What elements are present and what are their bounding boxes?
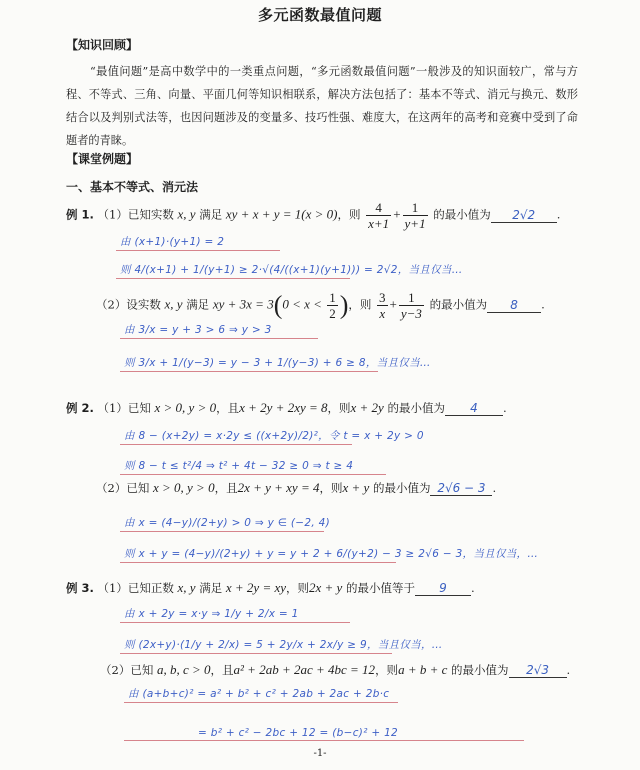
answer-blank[interactable]: 9	[415, 581, 471, 596]
answer-blank[interactable]: 8	[487, 298, 541, 313]
question-text: 满足	[199, 581, 223, 595]
part-number: （2）	[100, 663, 131, 677]
question-text: 满足	[199, 207, 223, 222]
question-text: ，则	[286, 581, 309, 595]
question-text: ，则	[375, 663, 399, 677]
part-number: （1）	[97, 581, 128, 595]
review-paragraph-text: “最值问题”是高中数学中的一类重点问题，“多元函数最值问题”一般涉及的知识面较广，常与方程、不等式、三角、向量、平面几何等知识相联系，解决方法包括了：基本不等式、消元与换元、数形结合以及判别式法等，也因问题涉及的变量多、技巧性强、难度大，在这两年的高考和竞赛中受到了命题者的青睐。	[66, 65, 578, 147]
part-number: （2）	[96, 297, 127, 312]
work-line: 则 3/x + 1/(y−3) = y − 3 + 1/(y−3) + 6 ≥ 8，当且仅当…	[120, 355, 378, 372]
math-condition: x > 0, y > 0	[152, 480, 215, 495]
denominator: y+1	[404, 216, 426, 231]
numerator: 3	[379, 290, 386, 305]
question-text: 已知	[127, 401, 151, 415]
work-line: 则 x + y = (4−y)/(2+y) + y = y + 2 + 6/(y+2) − 3 ≥ 2√6 − 3，当且仅当，…	[120, 546, 396, 563]
question-text: 设实数	[126, 297, 161, 312]
fraction	[327, 290, 338, 321]
work-line: 由 (a+b+c)² = a² + b² + c² + 2ab + 2ac + 2b·c	[124, 686, 398, 703]
question-text: 已知实数	[127, 207, 174, 222]
examples-heading: 【课堂例题】	[66, 152, 139, 166]
answer-blank[interactable]: 4	[445, 401, 503, 416]
math-condition: xy + x + y = 1(x > 0)	[225, 206, 338, 222]
denominator: x	[379, 306, 386, 321]
numerator: 1	[399, 290, 424, 306]
math-equation: 2x + y + xy = 4	[237, 480, 320, 495]
example-label: 例 3.	[66, 581, 94, 595]
question-text: ，且	[216, 401, 240, 415]
example-1-part-1: 例 1. （1）已知实数 x, y 满足 xy + x + y = 1(x > 0)，则 $\frac{4}{x+1}$ + $\frac{1}{y+1}$ 的最小值为 2√2 .	[66, 200, 561, 231]
math-vars: x, y	[164, 296, 183, 312]
question-text: 的最小值为	[429, 297, 488, 312]
math-condition: a, b, c > 0	[156, 662, 211, 677]
math-equation: a² + 2ab + 2ac + 4bc = 12	[233, 662, 376, 677]
math-condition: xy + 3x = 3	[212, 296, 274, 312]
review-paragraph	[66, 60, 578, 152]
example-1-part-2: （2）设实数 x, y 满足 xy + 3x = 3(0 < x < $\frac{1}{2}$ )，则 $\frac{3}{x}$ + $\frac{1}{y-3}$ 的最小值为 8 .	[96, 290, 545, 321]
work-line: 则 (2x+y)·(1/y + 2/x) = 5 + 2y/x + 2x/y ≥ 9，当且仅当，…	[120, 637, 392, 654]
question-text: ，则	[348, 297, 372, 312]
question-text: 已知	[130, 663, 154, 677]
work-line: = b² + c² − 2bc + 12 = (b−c)² + 12	[124, 727, 524, 741]
answer-blank[interactable]: 2√6 − 3	[430, 481, 492, 496]
section-subheading: 一、基本不等式、消元法	[66, 180, 199, 194]
fraction	[366, 200, 391, 231]
part-number: （2）	[96, 481, 127, 495]
question-text: 已知正数	[127, 581, 174, 595]
example-label: 例 1.	[66, 207, 94, 222]
page-title: 多元函数最值问题	[257, 6, 382, 24]
math-equation: x + 2y + 2xy = 8	[239, 400, 328, 415]
fraction	[377, 290, 388, 321]
math-range: 0 < x <	[282, 296, 326, 312]
work-line: 由 (x+1)·(y+1) = 2	[116, 234, 280, 251]
example-2-part-2: （2）已知 x > 0, y > 0，且2x + y + xy = 4，则x + y 的最小值为 2√6 − 3 .	[96, 480, 497, 495]
example-label: 例 2.	[66, 401, 94, 415]
work-line: 由 x = (4−y)/(2+y) > 0 ⇒ y ∈ (−2, 4)	[120, 515, 324, 532]
question-text: 的最小值为	[372, 481, 431, 495]
question-text: ，则	[337, 207, 361, 222]
example-3-part-1: 例 3. （1）已知正数 x, y 满足 x + 2y = xy，则2x + y 的最小值等于 9 .	[66, 580, 475, 595]
question-text: 已知	[126, 481, 150, 495]
question-text: 的最小值为	[387, 401, 445, 415]
fraction	[399, 290, 424, 321]
denominator: y−3	[400, 306, 422, 321]
example-3-part-2: （2）已知 a, b, c > 0，且a² + 2ab + 2ac + 4bc = 12，则a + b + c 的最小值为 2√3 .	[100, 662, 571, 677]
numerator: 1	[329, 290, 336, 305]
question-text: 的最小值为	[451, 663, 509, 677]
math-equation: x + 2y = xy	[225, 580, 286, 595]
work-line: 则 8 − t ≤ t²/4 ⇒ t² + 4t − 32 ≥ 0 ⇒ t ≥ 4	[120, 458, 386, 475]
question-text: 的最小值等于	[345, 581, 415, 595]
denominator: x+1	[368, 216, 390, 231]
example-2-part-1: 例 2. （1）已知 x > 0, y > 0，且x + 2y + 2xy = 8，则x + 2y 的最小值为 4 .	[66, 400, 507, 415]
question-text: ，则	[319, 481, 343, 495]
page-number: -1-	[313, 748, 327, 759]
review-heading: 【知识回顾】	[66, 38, 139, 52]
math-vars: x, y	[177, 580, 196, 595]
part-number: （1）	[97, 401, 128, 415]
answer-blank[interactable]: 2√2	[491, 208, 557, 223]
question-text: ，则	[327, 401, 351, 415]
math-target: 2x + y	[309, 580, 343, 595]
question-text: ，且	[214, 481, 238, 495]
question-text: 满足	[186, 297, 210, 312]
work-line: 则 4/(x+1) + 1/(y+1) ≥ 2·√(4/((x+1)(y+1))) = 2√2，当且仅当…	[116, 262, 350, 279]
math-target: x + y	[342, 480, 370, 495]
answer-blank[interactable]: 2√3	[509, 663, 567, 678]
question-text: ，且	[210, 663, 234, 677]
numerator: 1	[403, 200, 428, 216]
math-target: a + b + c	[398, 662, 448, 677]
part-number: （1）	[97, 207, 128, 222]
work-line: 由 8 − (x+2y) = x·2y ≤ ((x+2y)/2)²，令 t = x + 2y > 0	[120, 428, 352, 445]
question-text: 的最小值为	[433, 207, 491, 222]
denominator: 2	[329, 306, 336, 321]
fraction	[403, 200, 428, 231]
math-vars: x, y	[177, 206, 196, 222]
work-line: 由 3/x = y + 3 > 6 ⇒ y > 3	[120, 322, 318, 339]
math-condition: x > 0, y > 0	[154, 400, 217, 415]
numerator: 4	[366, 200, 391, 216]
work-line: 由 x + 2y = x·y ⇒ 1/y + 2/x = 1	[120, 606, 350, 623]
math-target: x + 2y	[350, 400, 384, 415]
